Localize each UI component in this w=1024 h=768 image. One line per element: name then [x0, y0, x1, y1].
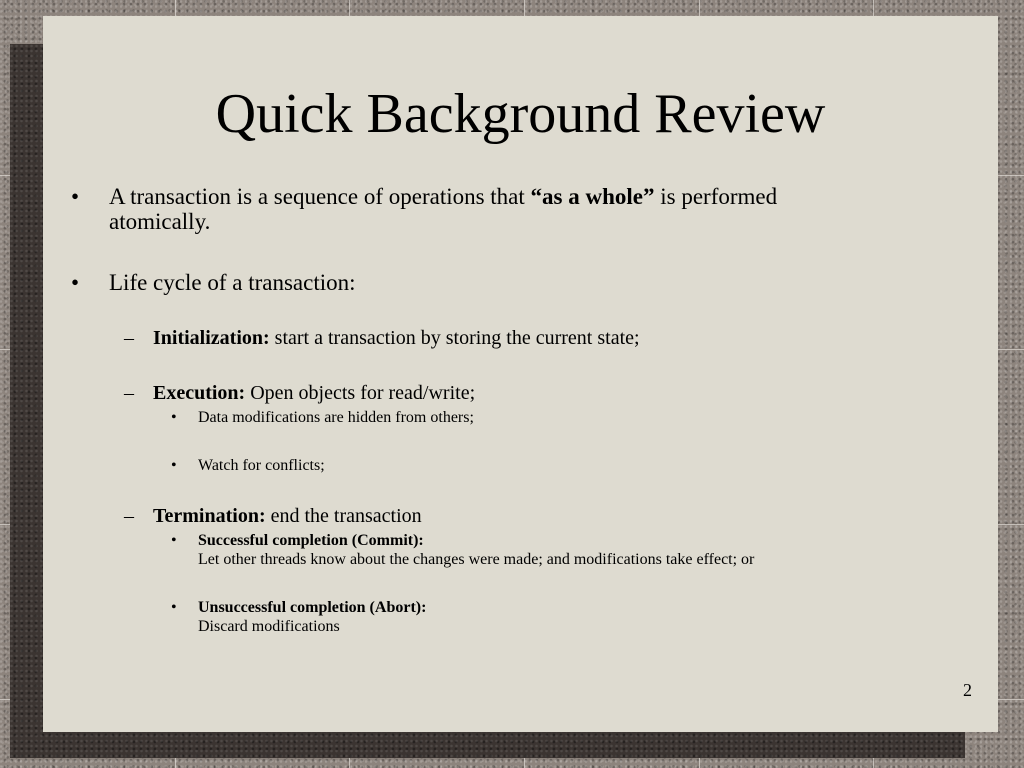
bullet-icon: • [71, 184, 80, 209]
item-initialization [153, 326, 640, 350]
sub-item-abort-text: Discard modifications [198, 618, 340, 635]
item-label: Termination: [153, 505, 266, 527]
bullet-life-cycle: Life cycle of a transaction: [109, 270, 356, 295]
sub-item-commit-label [198, 531, 424, 550]
sub-item-watch-conflicts: Watch for conflicts; [198, 457, 325, 474]
bullet-continuation: atomically. [109, 209, 211, 234]
sub-item-hidden-modifications: Data modifications are hidden from others; [198, 409, 474, 426]
item-text: start a transaction by storing the current state; [269, 327, 640, 349]
sub-item-commit-text: Let other threads know about the changes were made; and modifications take effect; or [198, 551, 755, 568]
dash-icon: – [124, 382, 134, 404]
item-label: Execution: [153, 382, 246, 404]
dash-icon: – [124, 505, 134, 527]
item-text: Open objects for read/write; [245, 382, 476, 404]
page-number: 2 [963, 680, 972, 700]
slide-title: Quick Background Review [215, 83, 826, 145]
bullet-text: is performed [654, 184, 778, 209]
dash-icon: – [124, 327, 134, 349]
item-label: Successful completion (Commit): [198, 532, 424, 549]
item-label: Unsuccessful completion (Abort): [198, 599, 427, 616]
item-text: end the transaction [265, 505, 422, 527]
bullet-icon: • [171, 409, 177, 426]
bullet-icon: • [171, 457, 177, 474]
bullet-icon: • [171, 532, 177, 549]
emphasis-as-a-whole: “as a whole” [530, 184, 655, 209]
bullet-icon: • [171, 599, 177, 616]
item-execution [153, 381, 475, 405]
item-label: Initialization: [153, 327, 270, 349]
bullet-icon: • [71, 270, 80, 295]
sub-item-abort-label [198, 598, 426, 617]
bullet-transaction-definition [109, 184, 777, 210]
bullet-text: A transaction is a sequence of operations that [109, 184, 531, 209]
item-termination [153, 504, 422, 528]
slide-panel [43, 16, 998, 732]
